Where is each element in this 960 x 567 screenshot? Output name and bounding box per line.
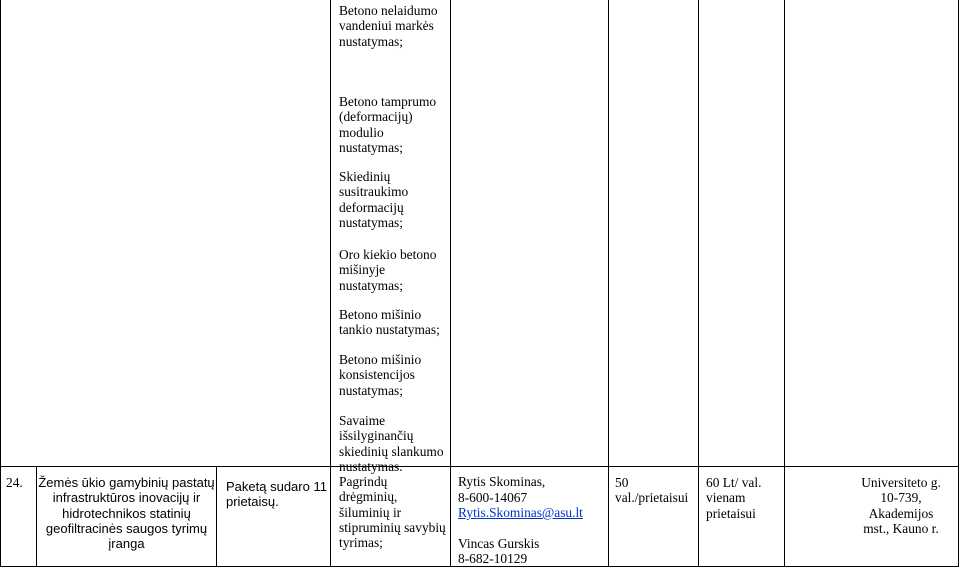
grid-line bbox=[608, 0, 609, 567]
row-number: 24. bbox=[6, 475, 23, 490]
grid-line bbox=[216, 466, 217, 567]
method-nelaidumas: Betono nelaidumo vandeniui markės nustatymas; bbox=[339, 3, 438, 49]
grid-line bbox=[330, 0, 331, 567]
price-per-hour: 50 val./prietaisui bbox=[615, 475, 689, 506]
address: Universiteto g. 10-739, Akademijos mst., Kauno r. bbox=[861, 475, 941, 536]
contact-name: Vincas Gurskis bbox=[458, 536, 540, 551]
method-tamprumo-modulis: Betono tamprumo (deformacijų) modulio nustatymas; bbox=[339, 94, 437, 155]
method-susitraukimas: Skiedinių susitraukimo deformacijų nustatymas; bbox=[339, 169, 409, 230]
method-tankis: Betono mišinio tankio nustatymas; bbox=[339, 307, 440, 338]
grid-line bbox=[784, 0, 785, 567]
method-konsistencija: Betono mišinio konsistencijos nustatymas; bbox=[339, 352, 422, 398]
method-slankumas: Savaime išsilyginančių skiedinių slankumo nustatymas. bbox=[339, 413, 444, 474]
contact-email-link[interactable]: Rytis.Skominas@asu.lt bbox=[458, 505, 583, 520]
contact-phone: 8-600-14067 bbox=[458, 490, 528, 505]
contact-name: Rytis Skominas, bbox=[458, 474, 546, 489]
row-separator bbox=[0, 466, 959, 467]
grid-line bbox=[958, 0, 959, 567]
price-per-device: 60 Lt/ val. vienam prietaisui bbox=[706, 475, 762, 521]
grid-line bbox=[698, 0, 699, 567]
grid-line bbox=[0, 0, 1, 567]
grid-line bbox=[450, 0, 451, 567]
method-pagrindai: Pagrindų drėgminių, šiluminių ir stipruminių savybių tyrimas; bbox=[339, 474, 446, 551]
contact-phone: 8-682-10129 bbox=[458, 551, 528, 566]
package-description: Paketą sudaro 11 prietaisų. bbox=[226, 479, 327, 510]
equipment-description: Žemės ūkio gamybinių pastatų infrastruktūros inovacijų ir hidrotechnikos statinių geofiltracinės saugos tyrimų įranga bbox=[38, 475, 215, 552]
method-oro-kiekis: Oro kiekio betono mišinyje nustatymas; bbox=[339, 247, 437, 293]
